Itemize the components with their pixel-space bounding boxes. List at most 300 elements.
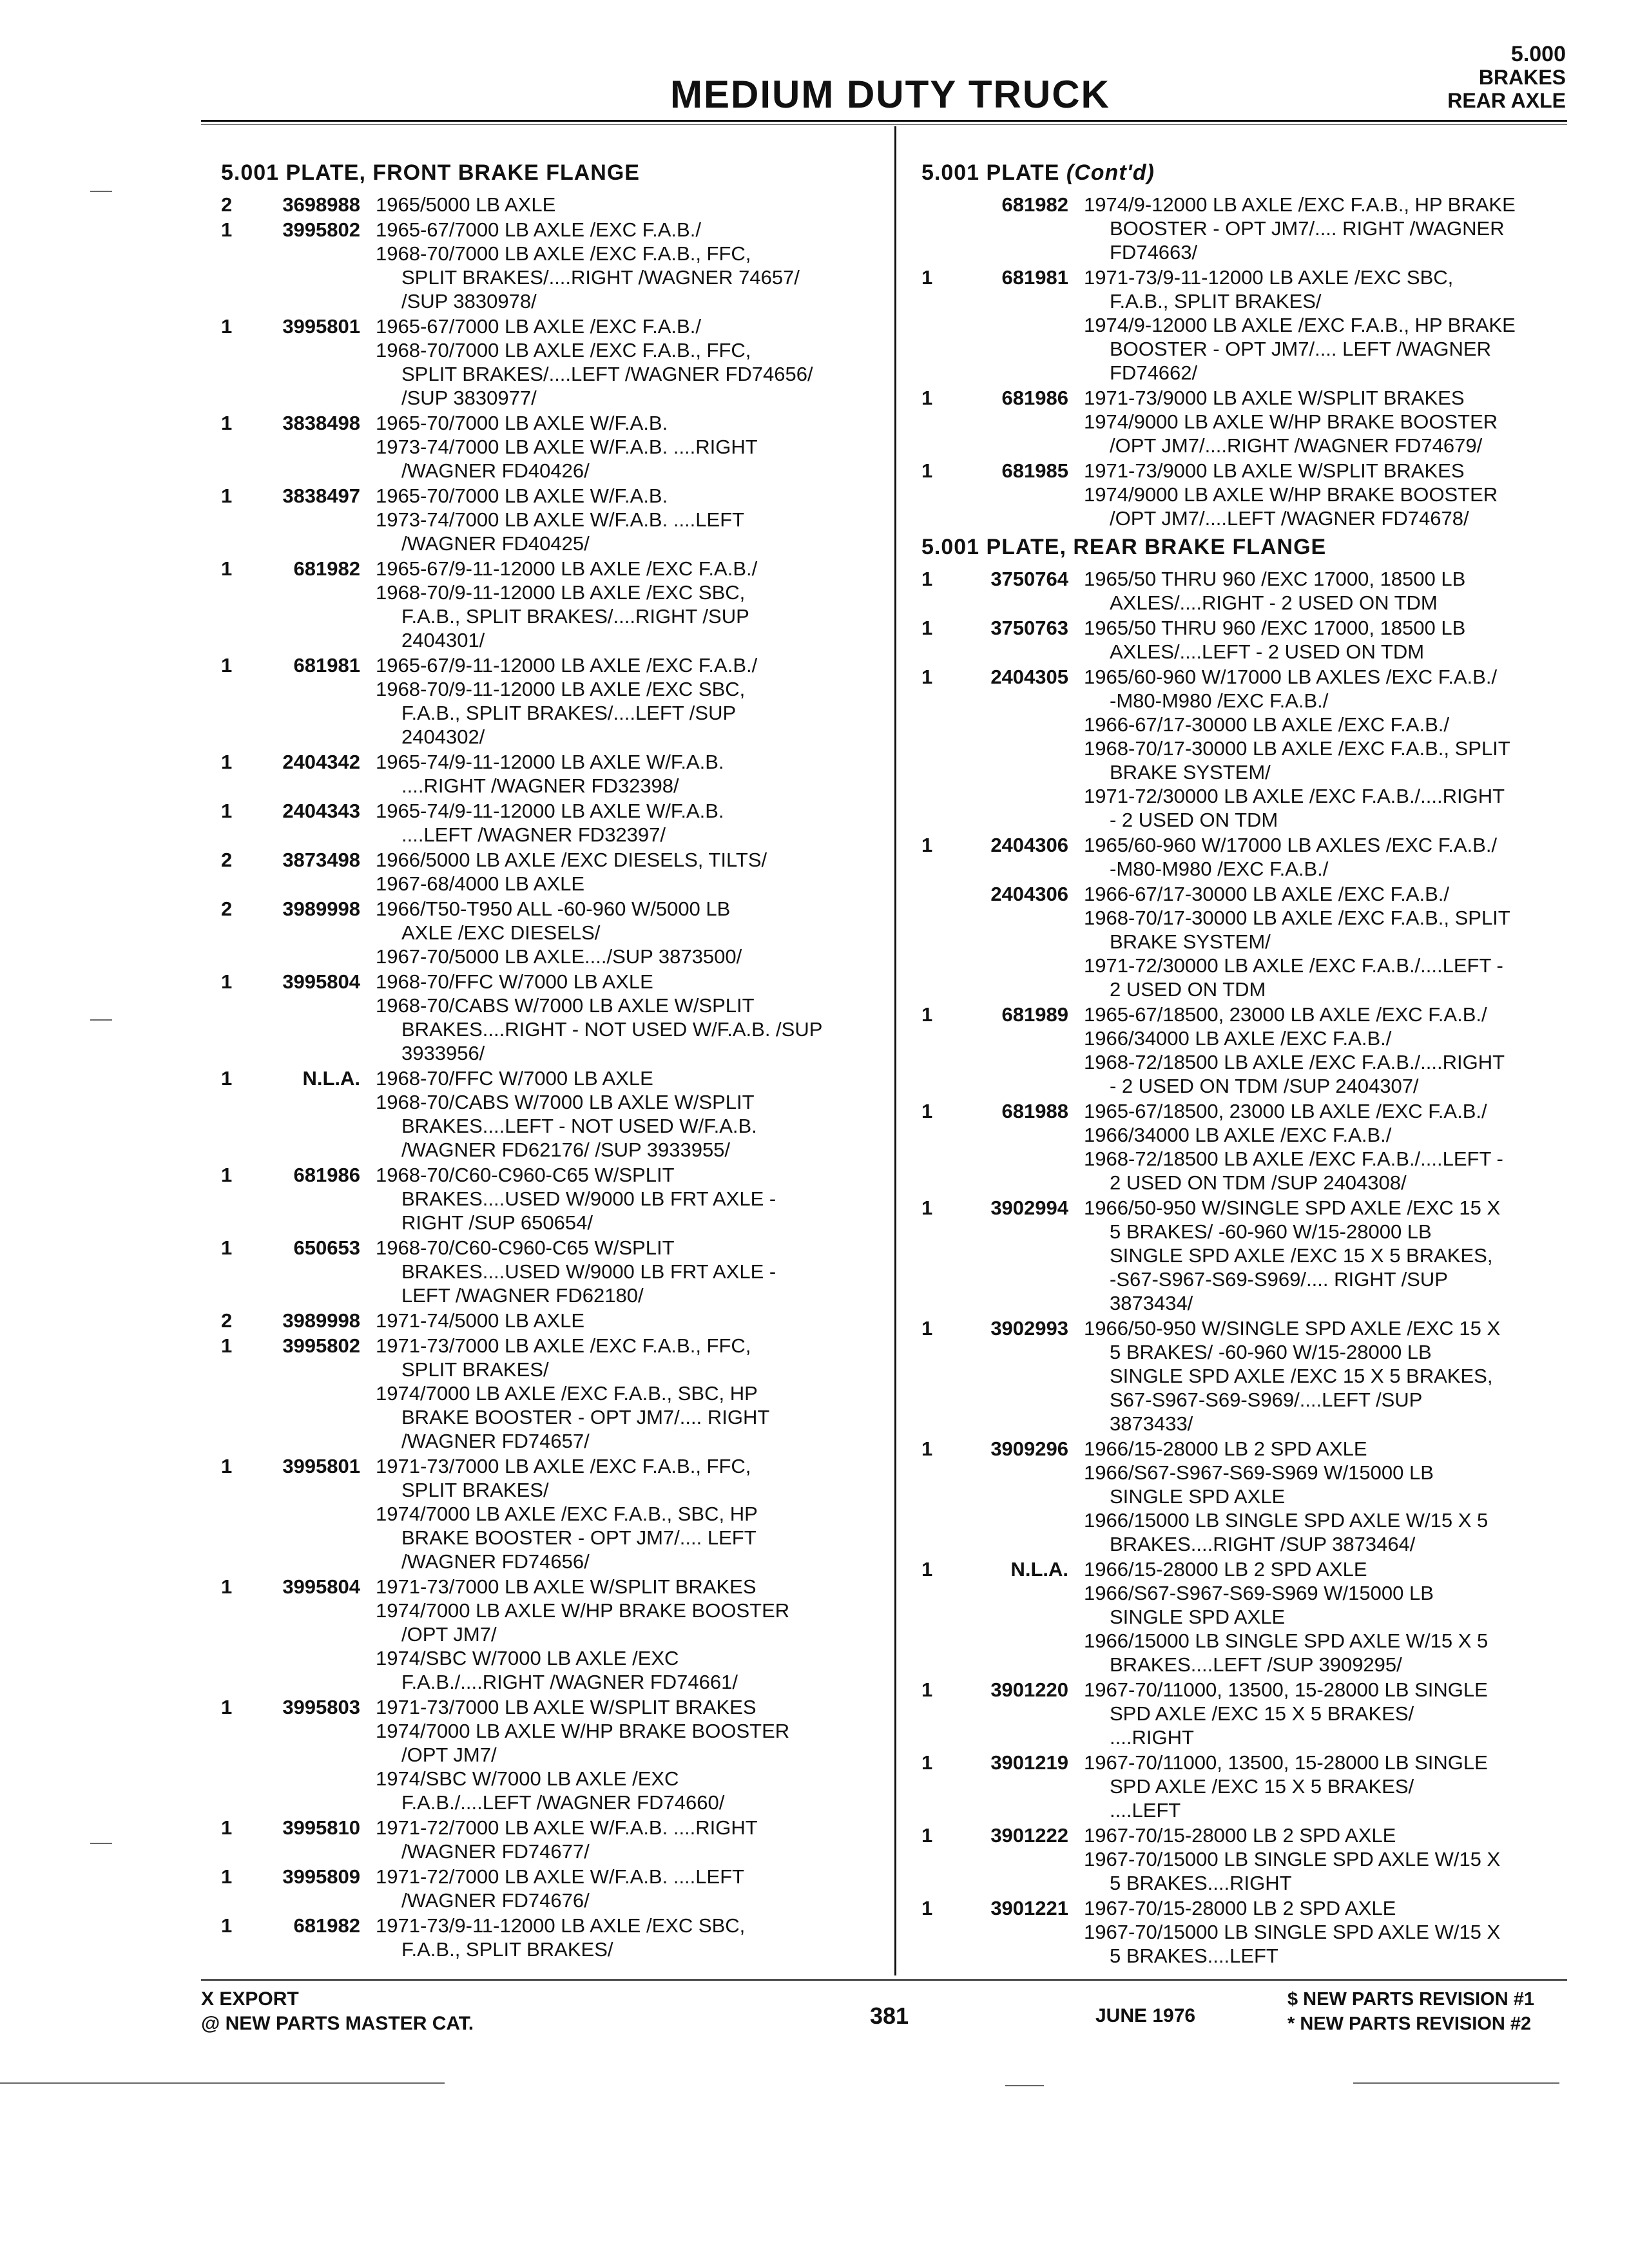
description-line: -M80-M980 /EXC F.A.B./ (1110, 858, 1329, 880)
description-line: 1966/15-28000 LB 2 SPD AXLE (1084, 1437, 1367, 1460)
part-entry (221, 1066, 885, 1162)
description-line: /SUP 3830978/ (401, 290, 537, 312)
description-line: 1966-67/17-30000 LB AXLE /EXC F.A.B./ (1084, 713, 1449, 736)
section-name: BRAKES (1478, 66, 1566, 89)
description-line: SPLIT BRAKES/....RIGHT /WAGNER 74657/ (401, 266, 800, 289)
part-number: 3995804 (282, 1575, 360, 1598)
description-line: BRAKE BOOSTER - OPT JM7/.... LEFT (401, 1526, 757, 1549)
description-line: FD74662/ (1110, 361, 1198, 384)
part-description (1084, 193, 1579, 264)
part-entry (921, 882, 1579, 1001)
part-quantity: 2 (221, 193, 233, 216)
part-description (376, 484, 885, 555)
description-line: /OPT JM7/....RIGHT /WAGNER FD74679/ (1110, 434, 1483, 457)
description-line: 1965-70/7000 LB AXLE W/F.A.B. (376, 412, 668, 434)
part-quantity: 1 (221, 800, 233, 822)
description-line: 1966/5000 LB AXLE /EXC DIESELS, TILTS/ (376, 849, 767, 871)
description-line: 1971-73/9-11-12000 LB AXLE /EXC SBC, (1084, 266, 1454, 289)
description-line: 1968-70/C60-C960-C65 W/SPLIT (376, 1164, 675, 1186)
description-line: BRAKES....USED W/9000 LB FRT AXLE - (401, 1187, 776, 1210)
description-line: SINGLE SPD AXLE /EXC 15 X 5 BRAKES, (1110, 1365, 1493, 1387)
part-description (1084, 833, 1579, 881)
part-number: 681981 (293, 654, 360, 677)
description-line: 1966-67/17-30000 LB AXLE /EXC F.A.B./ (1084, 883, 1449, 905)
part-quantity: 2 (221, 898, 233, 920)
part-quantity: 1 (921, 387, 933, 409)
part-quantity: 1 (221, 1865, 233, 1888)
part-description (376, 1914, 885, 1961)
part-entry (921, 1678, 1579, 1749)
part-description (1084, 459, 1579, 530)
part-number: 3995803 (282, 1696, 360, 1718)
part-number: 681981 (1001, 266, 1068, 289)
part-quantity: 1 (221, 1575, 233, 1598)
description-line: 1965/5000 LB AXLE (376, 193, 556, 216)
part-number: 3995802 (282, 218, 360, 241)
part-quantity: 1 (221, 412, 233, 434)
parts-list (221, 193, 885, 1961)
part-entry (221, 411, 885, 483)
part-description (1084, 665, 1579, 832)
part-description (1084, 1557, 1579, 1677)
description-line: BRAKES....USED W/9000 LB FRT AXLE - (401, 1260, 776, 1283)
description-line: 1967-70/15-28000 LB 2 SPD AXLE (1084, 1824, 1396, 1847)
scan-mark (1353, 2082, 1559, 2084)
part-quantity: 1 (221, 751, 233, 773)
description-line: BRAKE BOOSTER - OPT JM7/.... RIGHT (401, 1406, 770, 1428)
description-line: 1967-70/11000, 13500, 15-28000 LB SINGLE (1084, 1678, 1488, 1701)
part-quantity: 1 (221, 1696, 233, 1718)
description-line: 2 USED ON TDM /SUP 2404308/ (1110, 1171, 1407, 1194)
part-quantity: 1 (921, 568, 933, 590)
description-line: SPD AXLE /EXC 15 X 5 BRAKES/ (1110, 1775, 1414, 1798)
description-line: SPLIT BRAKES/ (401, 1358, 549, 1381)
part-entry (921, 193, 1579, 264)
part-quantity: 1 (221, 1914, 233, 1937)
part-quantity: 1 (221, 1236, 233, 1259)
left-column (221, 161, 885, 1963)
part-entry (921, 386, 1579, 457)
issue-date: JUNE 1976 (1095, 2005, 1196, 2026)
part-entry (921, 1099, 1579, 1195)
description-line: AXLE /EXC DIESELS/ (401, 921, 601, 944)
description-line: 1965-67/7000 LB AXLE /EXC F.A.B./ (376, 315, 701, 338)
part-description (1084, 616, 1579, 664)
part-description (376, 1334, 885, 1453)
description-line: AXLES/....RIGHT - 2 USED ON TDM (1110, 591, 1438, 614)
description-line: 1967-70/15000 LB SINGLE SPD AXLE W/15 X (1084, 1921, 1501, 1943)
description-line: AXLES/....LEFT - 2 USED ON TDM (1110, 640, 1425, 663)
part-entry (921, 1316, 1579, 1436)
description-line: 1973-74/7000 LB AXLE W/F.A.B. ....RIGHT (376, 436, 758, 458)
part-description (376, 557, 885, 652)
part-description (376, 1236, 885, 1307)
part-description (376, 218, 885, 313)
part-number: 681989 (1001, 1003, 1068, 1026)
description-line: 1971-72/30000 LB AXLE /EXC F.A.B./....RIGHT (1084, 785, 1505, 807)
part-number: N.L.A. (302, 1067, 360, 1090)
part-description (1084, 567, 1579, 615)
description-line: BOOSTER - OPT JM7/.... LEFT /WAGNER (1110, 338, 1491, 360)
footer-rule (201, 1979, 1567, 1981)
part-entry (221, 1575, 885, 1694)
description-line: 1965/60-960 W/17000 LB AXLES /EXC F.A.B./ (1084, 834, 1498, 856)
description-line: 1968-70/9-11-12000 LB AXLE /EXC SBC, (376, 581, 746, 604)
part-quantity: 1 (221, 970, 233, 993)
description-line: 1968-70/7000 LB AXLE /EXC F.A.B., FFC, (376, 242, 751, 265)
description-line: 1965-67/18500, 23000 LB AXLE /EXC F.A.B./ (1084, 1100, 1487, 1122)
part-entry (921, 1751, 1579, 1822)
part-description (376, 1309, 885, 1332)
part-entry (221, 897, 885, 968)
part-number: 650653 (293, 1236, 360, 1259)
description-line: 1966/50-950 W/SINGLE SPD AXLE /EXC 15 X (1084, 1196, 1501, 1219)
page-number: 381 (870, 2003, 909, 2029)
description-line: 1967-70/15000 LB SINGLE SPD AXLE W/15 X (1084, 1848, 1501, 1870)
description-line: ....RIGHT (1110, 1726, 1194, 1749)
part-description (376, 1454, 885, 1573)
part-quantity: 1 (921, 459, 933, 482)
description-line: 1974/SBC W/7000 LB AXLE /EXC (376, 1767, 679, 1790)
description-line: 1968-70/C60-C960-C65 W/SPLIT (376, 1236, 675, 1259)
part-description (1084, 1437, 1579, 1556)
part-number: 3995804 (282, 970, 360, 993)
description-line: SINGLE SPD AXLE /EXC 15 X 5 BRAKES, (1110, 1244, 1493, 1267)
part-quantity: 1 (921, 266, 933, 289)
part-entry (221, 653, 885, 749)
heading-continued-note: (Cont'd) (1066, 160, 1155, 185)
description-line: -S67-S967-S69-S969/.... RIGHT /SUP (1110, 1268, 1448, 1291)
part-quantity: 1 (921, 1751, 933, 1774)
description-line: 1968-70/9-11-12000 LB AXLE /EXC SBC, (376, 678, 746, 700)
part-description (376, 970, 885, 1065)
part-entry (221, 799, 885, 847)
description-line: BRAKE SYSTEM/ (1110, 761, 1271, 783)
description-line: 1974/SBC W/7000 LB AXLE /EXC (376, 1647, 679, 1669)
part-quantity: 1 (921, 834, 933, 856)
part-number: 681982 (293, 557, 360, 580)
part-entry (221, 750, 885, 798)
description-line: 1971-73/7000 LB AXLE W/SPLIT BRAKES (376, 1575, 757, 1598)
part-entry (221, 1816, 885, 1863)
part-entry (221, 970, 885, 1065)
part-quantity: 1 (221, 218, 233, 241)
description-line: - 2 USED ON TDM /SUP 2404307/ (1110, 1075, 1419, 1097)
part-description (376, 799, 885, 847)
description-line: 1965/60-960 W/17000 LB AXLES /EXC F.A.B./ (1084, 666, 1498, 688)
part-entry (221, 314, 885, 410)
part-entry (221, 484, 885, 555)
description-line: 2404301/ (401, 629, 485, 651)
part-number: 3995809 (282, 1865, 360, 1888)
part-entry (221, 1914, 885, 1961)
description-line: S67-S967-S69-S969/....LEFT /SUP (1110, 1389, 1423, 1411)
part-quantity: 1 (221, 1164, 233, 1186)
part-entry (921, 665, 1579, 832)
description-line: /WAGNER FD62176/ /SUP 3933955/ (401, 1139, 731, 1161)
part-entry (221, 1309, 885, 1332)
part-number: 3989998 (282, 898, 360, 920)
part-description (1084, 1678, 1579, 1749)
description-line: 1968-72/18500 LB AXLE /EXC F.A.B./....RIGHT (1084, 1051, 1505, 1073)
column-divider (894, 126, 896, 1975)
description-line: 1966/15000 LB SINGLE SPD AXLE W/15 X 5 (1084, 1509, 1489, 1532)
description-line: /WAGNER FD40426/ (401, 459, 590, 482)
part-description (1084, 1823, 1579, 1895)
description-line: 1968-70/FFC W/7000 LB AXLE (376, 1067, 653, 1090)
part-description (376, 1163, 885, 1235)
description-line: F.A.B./....RIGHT /WAGNER FD74661/ (401, 1671, 738, 1693)
description-line: 1974/7000 LB AXLE W/HP BRAKE BOOSTER (376, 1720, 790, 1742)
revision-2: * NEW PARTS REVISION #2 (1287, 2013, 1532, 2034)
part-number: 3909296 (990, 1437, 1068, 1460)
legend-master-catalog: @ NEW PARTS MASTER CAT. (201, 2013, 474, 2034)
description-line: 1965-74/9-11-12000 LB AXLE W/F.A.B. (376, 800, 724, 822)
legend-export: X EXPORT (201, 1988, 299, 2010)
description-line: 1971-72/7000 LB AXLE W/F.A.B. ....LEFT (376, 1865, 745, 1888)
description-line: 2 USED ON TDM (1110, 978, 1266, 1001)
part-entry (221, 848, 885, 896)
part-number: 3995810 (282, 1816, 360, 1839)
part-entry (921, 1557, 1579, 1677)
part-description (376, 193, 885, 216)
part-quantity: 1 (921, 1317, 933, 1340)
description-line: 1965-67/18500, 23000 LB AXLE /EXC F.A.B./ (1084, 1003, 1487, 1026)
scan-mark (90, 191, 112, 192)
description-line: 1965/50 THRU 960 /EXC 17000, 18500 LB (1084, 617, 1466, 639)
description-line: 1974/7000 LB AXLE /EXC F.A.B., SBC, HP (376, 1503, 758, 1525)
part-number: 681988 (1001, 1100, 1068, 1122)
description-line: /WAGNER FD40425/ (401, 532, 590, 555)
description-line: /OPT JM7/....LEFT /WAGNER FD74678/ (1110, 507, 1469, 530)
part-number: 3873498 (282, 849, 360, 871)
part-number: 3838498 (282, 412, 360, 434)
description-line: BRAKES....LEFT /SUP 3909295/ (1110, 1653, 1402, 1676)
description-line: -M80-M980 /EXC F.A.B./ (1110, 689, 1329, 712)
description-line: ....RIGHT /WAGNER FD32398/ (401, 774, 679, 797)
part-quantity: 1 (221, 315, 233, 338)
part-quantity: 1 (921, 1897, 933, 1919)
part-entry (921, 1896, 1579, 1968)
part-number: 2404343 (282, 800, 360, 822)
parts-list (921, 193, 1579, 530)
description-line: 1974/9-12000 LB AXLE /EXC F.A.B., HP BRAKE (1084, 193, 1516, 216)
part-description (376, 750, 885, 798)
part-entry (921, 1196, 1579, 1315)
scan-mark (0, 2082, 445, 2084)
description-line: 1968-70/CABS W/7000 LB AXLE W/SPLIT (376, 994, 755, 1017)
description-line: ....LEFT /WAGNER FD32397/ (401, 823, 666, 846)
part-quantity: 1 (221, 1455, 233, 1477)
part-quantity: 1 (921, 1824, 933, 1847)
part-description (1084, 1896, 1579, 1968)
part-entry (221, 1865, 885, 1912)
part-description (376, 1575, 885, 1694)
description-line: 1966/S67-S967-S69-S969 W/15000 LB (1084, 1461, 1434, 1484)
description-line: BRAKES....RIGHT - NOT USED W/F.A.B. /SUP (401, 1018, 823, 1041)
description-line: 1966/15-28000 LB 2 SPD AXLE (1084, 1558, 1367, 1581)
description-line: 1965-70/7000 LB AXLE W/F.A.B. (376, 485, 668, 507)
revision-legend (1287, 1987, 1534, 2036)
part-number: 681982 (1001, 193, 1068, 216)
description-line: BOOSTER - OPT JM7/.... RIGHT /WAGNER (1110, 217, 1505, 240)
part-number: 2404305 (990, 666, 1068, 688)
part-entry (221, 1236, 885, 1307)
right-column (921, 161, 1579, 1969)
part-entry (921, 833, 1579, 881)
part-number: 2404342 (282, 751, 360, 773)
description-line: 1966/15000 LB SINGLE SPD AXLE W/15 X 5 (1084, 1629, 1489, 1652)
description-line: 1974/7000 LB AXLE W/HP BRAKE BOOSTER (376, 1599, 790, 1622)
description-line: ....LEFT (1110, 1799, 1181, 1821)
part-number: 3995801 (282, 1455, 360, 1477)
part-entry (221, 1454, 885, 1573)
part-entry (921, 265, 1579, 385)
part-number: 3989998 (282, 1309, 360, 1332)
part-quantity: 1 (921, 1558, 933, 1581)
part-quantity: 1 (921, 666, 933, 688)
description-line: 1968-70/17-30000 LB AXLE /EXC F.A.B., SPLIT (1084, 737, 1510, 760)
part-quantity: 1 (921, 1196, 933, 1219)
description-line: /WAGNER FD74657/ (401, 1430, 590, 1452)
description-line: 3873434/ (1110, 1292, 1193, 1314)
description-line: 1971-72/30000 LB AXLE /EXC F.A.B./....LEFT - (1084, 954, 1503, 977)
part-quantity: 1 (221, 485, 233, 507)
description-line: 3933956/ (401, 1042, 485, 1064)
description-line: 1967-70/5000 LB AXLE..../SUP 3873500/ (376, 945, 742, 968)
scan-mark (90, 1019, 112, 1021)
subsection-name: REAR AXLE (1447, 89, 1566, 112)
part-entry (221, 1163, 885, 1235)
part-number: 3750764 (990, 568, 1068, 590)
description-line: 1966/34000 LB AXLE /EXC F.A.B./ (1084, 1027, 1392, 1050)
part-quantity: 1 (221, 1067, 233, 1090)
description-line: 1968-70/17-30000 LB AXLE /EXC F.A.B., SPLIT (1084, 907, 1510, 929)
part-description (376, 411, 885, 483)
part-description (376, 1066, 885, 1162)
part-description (1084, 1003, 1579, 1098)
description-line: 5 BRAKES/ -60-960 W/15-28000 LB (1110, 1341, 1432, 1363)
description-line: /SUP 3830977/ (401, 387, 537, 409)
description-line: 1974/7000 LB AXLE /EXC F.A.B., SBC, HP (376, 1382, 758, 1405)
description-line: 1968-72/18500 LB AXLE /EXC F.A.B./....LEFT - (1084, 1148, 1503, 1170)
description-line: 1971-73/9000 LB AXLE W/SPLIT BRAKES (1084, 459, 1465, 482)
part-number: 681985 (1001, 459, 1068, 482)
part-number: 3698988 (282, 193, 360, 216)
part-entry (221, 557, 885, 652)
part-number: 3901222 (990, 1824, 1068, 1847)
description-line: F.A.B., SPLIT BRAKES/ (1110, 290, 1322, 312)
part-quantity: 1 (221, 1334, 233, 1357)
part-entry (921, 1823, 1579, 1895)
part-number: 681986 (293, 1164, 360, 1186)
part-description (1084, 882, 1579, 1001)
description-line: 5 BRAKES....RIGHT (1110, 1872, 1292, 1894)
description-line: 1965-67/9-11-12000 LB AXLE /EXC F.A.B./ (376, 654, 758, 677)
description-line: 1974/9000 LB AXLE W/HP BRAKE BOOSTER (1084, 483, 1498, 506)
description-line: /OPT JM7/ (401, 1623, 497, 1646)
part-quantity: 1 (221, 1816, 233, 1839)
part-number: 681986 (1001, 387, 1068, 409)
description-line: SPLIT BRAKES/ (401, 1479, 549, 1501)
part-quantity: 1 (221, 557, 233, 580)
description-line: 1968-70/CABS W/7000 LB AXLE W/SPLIT (376, 1091, 755, 1113)
part-entry (221, 1695, 885, 1814)
heading-main: 5.001 PLATE (921, 160, 1066, 185)
part-description (1084, 386, 1579, 457)
description-line: 3873433/ (1110, 1412, 1193, 1435)
part-description (376, 848, 885, 896)
description-line: 1966/34000 LB AXLE /EXC F.A.B./ (1084, 1124, 1392, 1146)
part-description (376, 314, 885, 410)
description-line: LEFT /WAGNER FD62180/ (401, 1284, 644, 1307)
description-line: 1971-73/7000 LB AXLE /EXC F.A.B., FFC, (376, 1334, 751, 1357)
page-title: MEDIUM DUTY TRUCK (670, 73, 1110, 116)
description-line: 5 BRAKES....LEFT (1110, 1945, 1278, 1967)
part-quantity (921, 882, 945, 1001)
description-line: 1971-73/7000 LB AXLE /EXC F.A.B., FFC, (376, 1455, 751, 1477)
description-line: FD74663/ (1110, 241, 1198, 264)
description-line: 1966/T50-T950 ALL -60-960 W/5000 LB (376, 898, 731, 920)
part-description (376, 653, 885, 749)
description-line: 1974/9-12000 LB AXLE /EXC F.A.B., HP BRAKE (1084, 314, 1516, 336)
part-entry (221, 218, 885, 313)
description-line: SPLIT BRAKES/....LEFT /WAGNER FD74656/ (401, 363, 813, 385)
description-line: /WAGNER FD74656/ (401, 1550, 590, 1573)
part-quantity: 1 (921, 617, 933, 639)
part-number: 3902993 (990, 1317, 1068, 1340)
scan-mark (90, 1843, 112, 1844)
description-line: - 2 USED ON TDM (1110, 809, 1278, 831)
part-description (1084, 1316, 1579, 1436)
part-description (1084, 1751, 1579, 1822)
part-number: 3901220 (990, 1678, 1068, 1701)
part-description (376, 897, 885, 968)
description-line: 1967-70/11000, 13500, 15-28000 LB SINGLE (1084, 1751, 1488, 1774)
part-number: 3901219 (990, 1751, 1068, 1774)
part-description (1084, 1196, 1579, 1315)
part-entry (921, 459, 1579, 530)
description-line: F.A.B., SPLIT BRAKES/....LEFT /SUP (401, 702, 737, 724)
description-line: 1966/S67-S967-S69-S969 W/15000 LB (1084, 1582, 1434, 1604)
section-heading-continued (921, 161, 1579, 185)
part-description (376, 1816, 885, 1863)
description-line: /WAGNER FD74677/ (401, 1840, 590, 1863)
description-line: 1966/50-950 W/SINGLE SPD AXLE /EXC 15 X (1084, 1317, 1501, 1340)
description-line: 1971-74/5000 LB AXLE (376, 1309, 585, 1332)
description-line: RIGHT /SUP 650654/ (401, 1211, 593, 1234)
description-line: BRAKE SYSTEM/ (1110, 930, 1271, 953)
description-line: SINGLE SPD AXLE (1110, 1485, 1286, 1508)
description-line: 1973-74/7000 LB AXLE W/F.A.B. ....LEFT (376, 508, 745, 531)
header-rule (201, 120, 1567, 122)
part-quantity: 2 (221, 1309, 233, 1332)
part-quantity: 2 (221, 849, 233, 871)
description-line: /WAGNER FD74676/ (401, 1889, 590, 1912)
description-line: BRAKES....RIGHT /SUP 3873464/ (1110, 1533, 1416, 1555)
description-line: F.A.B., SPLIT BRAKES/....RIGHT /SUP (401, 605, 749, 628)
description-line: F.A.B., SPLIT BRAKES/ (401, 1938, 613, 1961)
section-number: 5.000 (1510, 42, 1566, 66)
part-entry (921, 567, 1579, 615)
part-quantity (921, 193, 945, 264)
part-entry (921, 1003, 1579, 1098)
description-line: 5 BRAKES/ -60-960 W/15-28000 LB (1110, 1220, 1432, 1243)
part-number: 3995801 (282, 315, 360, 338)
description-line: 1971-72/7000 LB AXLE W/F.A.B. ....RIGHT (376, 1816, 758, 1839)
scan-mark (1005, 2085, 1044, 2086)
part-quantity: 1 (921, 1678, 933, 1701)
